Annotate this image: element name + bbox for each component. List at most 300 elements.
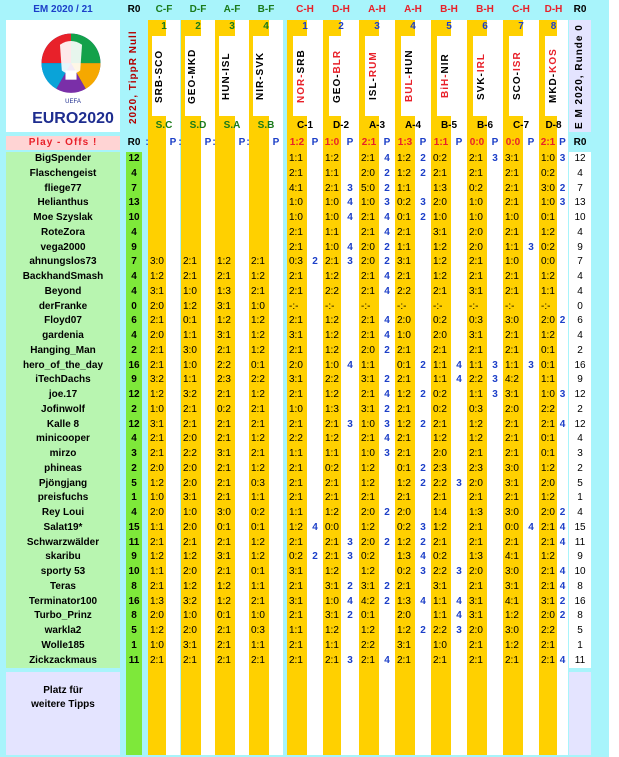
tip-points: 3	[347, 256, 353, 268]
tip-points: 3	[528, 241, 534, 253]
match-tip: 3:0	[505, 462, 519, 474]
match-tip: 1:0	[469, 197, 483, 209]
match-tip: 1:2	[397, 418, 411, 430]
match-tip: 1:0	[397, 330, 411, 341]
match-tip: 3:1	[361, 403, 375, 415]
match-tip: 0:2	[469, 182, 483, 194]
tip-points: 4	[456, 359, 462, 371]
round-top-label: R0	[127, 4, 141, 15]
tip-points: 2	[384, 182, 390, 194]
match-tip: 1:2	[325, 433, 339, 445]
player-score: 5	[131, 625, 137, 636]
tip-points: 2	[420, 359, 426, 371]
player-score: 9	[131, 241, 137, 253]
playoff-tip: 0:1	[183, 315, 197, 327]
playoff-tip: 1:2	[251, 551, 265, 563]
playoff-tip: 2:1	[183, 536, 197, 548]
playoff-tip: 1:1	[150, 521, 164, 533]
playoff-tip: 3:1	[150, 285, 164, 297]
match-tip: 1:1	[397, 241, 411, 253]
playoff-tip: 0:3	[251, 477, 265, 489]
match-tip: 1:2	[325, 507, 339, 518]
tip-points: 3	[347, 418, 353, 430]
tip-points: 4	[347, 241, 353, 253]
result-points-4: P	[419, 137, 427, 148]
match-tip: 2:1	[541, 521, 555, 533]
team-pair-1: SRB-SCO	[154, 49, 165, 103]
tip-points: 4	[384, 153, 390, 164]
match-tip: 2:1	[541, 580, 555, 592]
team-pair-9	[437, 36, 455, 116]
match-tip: 0:2	[433, 153, 447, 164]
playoff-p-3: P	[238, 137, 246, 148]
match-tip: 2:1	[505, 654, 519, 666]
match-tip: 1:2	[361, 566, 375, 577]
result-r0-left: R0	[127, 137, 141, 148]
player-score-right: 4	[577, 507, 583, 518]
match-tip: 2:1	[289, 654, 303, 666]
player-name: preisfuchs	[37, 492, 89, 504]
playoff-tip: 2:0	[183, 625, 197, 636]
match-tip: 1:2	[397, 536, 411, 548]
match-tip: 1:1	[289, 625, 303, 636]
tip-points: 3	[347, 654, 353, 666]
match-tip: 0:3	[469, 403, 483, 415]
player-score: 8	[131, 580, 137, 592]
footer-label-line1: Platz für	[43, 685, 83, 697]
match-label-6: D-2	[332, 120, 350, 131]
tip-points: 2	[384, 403, 390, 415]
team-pair-11	[509, 36, 527, 116]
player-score-right: 3	[577, 448, 583, 459]
tip-points: 2	[559, 182, 566, 194]
match-tip: 2:2	[469, 374, 483, 386]
match-tip: 2:1	[361, 389, 375, 400]
match-tip: 2:1	[505, 285, 519, 297]
tip-points: 4	[347, 359, 353, 371]
match-tip: 2:1	[289, 285, 303, 297]
playoff-tip: 2:1	[217, 418, 231, 430]
tip-points: 2	[384, 374, 390, 386]
match-tip: 1:1	[433, 374, 447, 386]
match-tip: 1:3	[325, 403, 339, 415]
match-tip: 1:2	[397, 477, 411, 489]
match-tip: 1:2	[361, 462, 375, 474]
playoff-tip: 0:1	[251, 359, 265, 371]
match-tip: 4:1	[289, 182, 303, 194]
match-tip: 2:1	[361, 285, 375, 297]
player-score: 2	[131, 403, 137, 415]
match-tip: 2:1	[433, 344, 447, 356]
playoff-tip: 2:1	[150, 433, 164, 445]
playoff-tip: 2:0	[183, 477, 197, 489]
player-score-right: 16	[574, 359, 586, 371]
match-tip: 1:0	[325, 595, 339, 607]
match-tip: 2:1	[505, 226, 519, 238]
playoff-sep-1: :	[145, 137, 149, 148]
match-tip: 1:1	[433, 359, 447, 371]
match-tip: 3:0	[505, 315, 519, 327]
group-code-4: B-F	[257, 4, 275, 15]
match-tip: 2:1	[289, 492, 303, 504]
player-name: Zickzackmaus	[29, 654, 97, 666]
match-tip: 0:3	[469, 315, 483, 327]
team-pair-10	[473, 36, 491, 116]
match-tip: 2:2	[433, 477, 447, 489]
playoff-tip: 2:0	[150, 610, 164, 622]
player-score-right: 7	[577, 256, 583, 268]
playoff-tip: 2:1	[217, 625, 231, 636]
match-tip: 2:1	[325, 477, 339, 489]
player-name: fliege77	[44, 182, 82, 194]
match-tip: 1:2	[325, 315, 339, 327]
match-label-1: S.C	[155, 120, 173, 131]
match-tip: 2:1	[361, 153, 375, 164]
match-tip: 1:2	[433, 433, 447, 445]
player-name: joe.17	[48, 389, 78, 400]
match-tip: 2:2	[397, 285, 411, 297]
match-tip: 1:1	[325, 639, 339, 651]
player-score-right: 7	[577, 182, 583, 194]
playoff-tip: 2:1	[150, 344, 164, 356]
match-tip: 1:0	[361, 448, 375, 459]
player-score: 12	[128, 389, 140, 400]
match-tip: 2:1	[361, 271, 375, 282]
match-tip: 2:1	[469, 521, 483, 533]
match-tip: 1:0	[469, 212, 483, 223]
match-tip: 3:1	[397, 639, 411, 651]
match-tip: 1:1	[469, 389, 483, 400]
match-tip: 1:0	[289, 212, 303, 223]
playoff-tip: 1:2	[217, 256, 231, 268]
match-tip: 2:0	[541, 315, 555, 327]
match-tip: 2:2	[541, 403, 555, 415]
tip-points: 4	[559, 580, 566, 592]
match-tip: 2:1	[325, 418, 339, 430]
match-tip: 0:2	[361, 551, 375, 563]
player-score: 11	[128, 654, 140, 666]
match-tip: 1:2	[361, 625, 375, 636]
player-name: Floyd07	[44, 315, 82, 327]
match-tip: 1:1	[289, 507, 303, 518]
playoff-tip: 1:2	[251, 344, 265, 356]
match-tip: -:-	[361, 300, 371, 312]
match-tip: 2:1	[361, 315, 375, 327]
playoff-tip: 2:1	[150, 580, 164, 592]
tip-points: 2	[384, 256, 390, 268]
team-away-5: SRB	[296, 49, 307, 74]
match-tip: 3:1	[361, 580, 375, 592]
tip-points: 3	[420, 566, 426, 577]
tip-points: 2	[420, 167, 426, 179]
result-score-2: 1:0	[324, 137, 340, 148]
playoff-tip: 0:3	[251, 625, 265, 636]
playoff-tip: 1:0	[150, 403, 164, 415]
tip-points: 3	[492, 359, 498, 371]
tip-points: 4	[347, 595, 353, 607]
tip-points: 2	[420, 462, 426, 474]
playoff-tip: 2:1	[251, 285, 265, 297]
match-tip: 2:1	[541, 654, 555, 666]
playoff-tip: 1:2	[251, 433, 265, 445]
playoff-tip: 2:1	[183, 654, 197, 666]
footer-label-line2: weitere Tipps	[31, 699, 95, 711]
match-tip: 2:1	[289, 344, 303, 356]
playoff-tip: 3:1	[150, 418, 164, 430]
player-score: 3	[131, 448, 137, 459]
tip-points: 2	[347, 610, 353, 622]
playoff-tip: 2:1	[183, 418, 197, 430]
match-tip: 2:2	[433, 566, 447, 577]
match-tip: 2:1	[397, 448, 411, 459]
player-score: 9	[131, 374, 137, 386]
team-away-6: BLR	[332, 49, 343, 73]
match-tip: 2:1	[289, 315, 303, 327]
match-tip: 2:1	[505, 433, 519, 445]
match-tip: 2:2	[433, 625, 447, 636]
match-tip: 2:1	[433, 492, 447, 504]
player-score: 4	[131, 433, 137, 445]
tip-points: 4	[384, 271, 390, 282]
tip-points: 2	[384, 241, 390, 253]
match-tip: 3:1	[469, 285, 483, 297]
player-name: warkla2	[44, 625, 82, 636]
match-tip: 3:1	[505, 580, 519, 592]
tip-points: 3	[384, 448, 390, 459]
match-tip: 1:1	[541, 374, 555, 386]
player-score: 4	[131, 226, 137, 238]
group-code-8: A-H	[404, 4, 422, 15]
player-score: 2	[131, 344, 137, 356]
tip-points: 2	[384, 507, 390, 518]
playoff-tip: 1:0	[183, 285, 197, 297]
playoff-tip: 2:2	[251, 374, 265, 386]
group-code-6: D-H	[332, 4, 350, 15]
result-points-8: P	[559, 137, 566, 148]
player-name: Wolle185	[41, 639, 85, 651]
match-tip: 1:0	[325, 212, 339, 223]
playoff-tip: 1:0	[251, 300, 265, 312]
tip-points: 4	[559, 566, 566, 577]
playoff-tip: 2:1	[251, 595, 265, 607]
match-label-8: A-4	[404, 120, 422, 131]
player-name: Flaschengeist	[29, 167, 97, 179]
player-score-right: 2	[577, 462, 583, 474]
match-tip: 2:0	[361, 241, 375, 253]
playoff-tip: 2:0	[150, 507, 164, 518]
team-home-11: SCO-	[512, 71, 523, 101]
match-tip: 1:2	[325, 153, 339, 164]
match-tip: 0:2	[541, 241, 555, 253]
match-tip: 2:1	[325, 182, 339, 194]
playoff-tip: 1:0	[251, 610, 265, 622]
team-away-12: KOS	[548, 48, 559, 74]
playoff-tip: 2:1	[217, 492, 231, 504]
team-home-12: MKD-	[548, 73, 559, 104]
match-tip: 1:3	[469, 507, 483, 518]
match-tip: 2:1	[433, 285, 447, 297]
tip-points: 2	[559, 610, 566, 622]
match-number-4: 4	[263, 21, 269, 32]
match-tip: -:-	[397, 300, 407, 312]
player-score: 4	[131, 167, 137, 179]
match-tip: 2:0	[361, 256, 375, 268]
match-tip: 1:0	[541, 197, 555, 209]
playoff-tip: 2:1	[251, 654, 265, 666]
match-tip: 3:0	[505, 625, 519, 636]
tip-points: 4	[384, 212, 390, 223]
player-score-right: 9	[577, 241, 583, 253]
match-tip: 1:2	[505, 639, 519, 651]
match-tip: 1:2	[325, 625, 339, 636]
team-home-9: BiH-	[440, 73, 451, 99]
playoff-tip: 0:1	[251, 521, 265, 533]
match-tip: 2:0	[541, 477, 555, 489]
player-score: 2	[131, 462, 137, 474]
playoff-tip: 2:1	[217, 639, 231, 651]
match-tip: 2:1	[397, 492, 411, 504]
logo-uefa-text: UEFA	[65, 99, 81, 105]
playoff-tip: 1:0	[183, 507, 197, 518]
match-tip: 3:1	[397, 256, 411, 268]
group-code-5: C-H	[296, 4, 314, 15]
tip-points: 2	[384, 536, 390, 548]
tip-points: 4	[456, 374, 462, 386]
match-tip: 2:0	[469, 566, 483, 577]
match-tip: 2:1	[469, 256, 483, 268]
match-tip: 3:1	[289, 374, 303, 386]
tip-points: 4	[384, 285, 390, 297]
match-tip: 2:0	[433, 197, 447, 209]
player-score-right: 15	[574, 521, 586, 533]
player-score-right: 13	[574, 197, 586, 209]
match-tip: 1:3	[469, 551, 483, 563]
match-tip: 3:1	[469, 610, 483, 622]
player-name: Turbo_Prinz	[34, 610, 92, 622]
playoff-p-2: P	[204, 137, 212, 148]
match-tip: 2:0	[361, 536, 375, 548]
playoff-tip: 1:2	[217, 315, 231, 327]
match-tip: 2:0	[505, 403, 519, 415]
match-tip: 2:1	[469, 344, 483, 356]
player-score: 4	[131, 507, 137, 518]
match-tip: 1:0	[433, 639, 447, 651]
playoff-tip: 1:2	[251, 330, 265, 341]
match-tip: 1:2	[541, 551, 555, 563]
team-pair-4: NIR-SVK	[255, 51, 266, 101]
match-number-10: 6	[482, 21, 488, 32]
match-number-11: 7	[518, 21, 524, 32]
match-tip: 3:1	[505, 389, 519, 400]
playoff-tip: 2:1	[251, 256, 265, 268]
player-score: 16	[128, 595, 140, 607]
match-tip: 1:3	[433, 182, 447, 194]
match-tip: 0:2	[433, 389, 447, 400]
match-tip: 2:1	[397, 580, 411, 592]
tip-points: 4	[312, 521, 318, 533]
player-score-right: 5	[577, 477, 583, 489]
group-code-12: D-H	[544, 4, 563, 15]
player-name: Jofinwolf	[41, 403, 85, 415]
playoff-p-4: P	[272, 137, 280, 148]
match-tip: 2:1	[361, 212, 375, 223]
player-score: 7	[131, 256, 137, 268]
match-tip: 2:2	[289, 433, 303, 445]
playoff-tip: 3:0	[150, 256, 164, 268]
match-number-9: 5	[446, 21, 452, 32]
player-name: Kalle 8	[46, 418, 80, 430]
match-tip: -:-	[541, 300, 551, 312]
match-tip: 0:1	[397, 462, 411, 474]
match-tip: 2:1	[289, 462, 303, 474]
playoff-tip: 1:1	[183, 374, 197, 386]
team-home-10: SVK-	[476, 71, 487, 100]
match-tip: 2:0	[469, 625, 483, 636]
match-tip: 2:1	[469, 448, 483, 459]
match-tip: 2:1	[505, 344, 519, 356]
match-tip: 2:1	[469, 536, 483, 548]
team-pair-6	[329, 36, 347, 116]
result-score-4: 1:3	[397, 137, 413, 148]
player-name: Pjöngjang	[38, 477, 88, 489]
match-tip: 1:1	[361, 359, 375, 371]
match-tip: 1:1	[289, 153, 303, 164]
tip-points: 3	[559, 197, 566, 209]
player-name: mirzo	[49, 448, 77, 459]
match-tip: 0:1	[397, 359, 411, 371]
match-tip: 2:3	[433, 462, 447, 474]
playoff-tip: 2:1	[150, 448, 164, 459]
match-tip: 2:1	[469, 654, 483, 666]
playoff-tip: 1:0	[183, 359, 197, 371]
player-score: 1	[131, 492, 137, 504]
match-tip: 2:1	[361, 330, 375, 341]
playoff-tip: 2:1	[150, 654, 164, 666]
player-score: 4	[131, 330, 137, 341]
match-tip: 2:1	[325, 551, 339, 563]
tip-points: 3	[347, 536, 353, 548]
playoff-tip: 3:2	[150, 374, 164, 386]
player-name: Rey Loui	[41, 507, 85, 518]
match-tip: 2:1	[505, 167, 519, 179]
team-away-7: RUM	[368, 51, 379, 78]
match-tip: 2:2	[325, 285, 339, 297]
match-tip: 2:0	[433, 330, 447, 341]
team-pair-3: HUN-ISL	[221, 52, 232, 100]
playoff-tip: 2:1	[217, 433, 231, 445]
playoff-tip: 2:1	[217, 654, 231, 666]
player-score-right: 4	[577, 285, 583, 297]
result-points-6: P	[491, 137, 499, 148]
match-tip: 2:1	[289, 477, 303, 489]
match-tip: 0:2	[397, 566, 411, 577]
match-tip: 0:1	[541, 344, 555, 356]
playoff-tip: 2:1	[217, 536, 231, 548]
playoff-tip: 2:0	[183, 462, 197, 474]
match-tip: 0:2	[541, 167, 555, 179]
player-name: BigSpender	[34, 153, 92, 164]
result-score-3: 2:1	[361, 137, 377, 148]
player-name: minicooper	[36, 433, 90, 445]
team-home-6: GEO-	[332, 73, 343, 103]
player-score-right: 1	[577, 639, 583, 651]
player-name: vega2000	[40, 241, 86, 253]
player-score: 4	[131, 285, 137, 297]
round-top-right-label: R0	[573, 4, 587, 15]
player-score-right: 11	[574, 654, 586, 666]
match-tip: 2:0	[397, 610, 411, 622]
result-points-5: P	[455, 137, 463, 148]
